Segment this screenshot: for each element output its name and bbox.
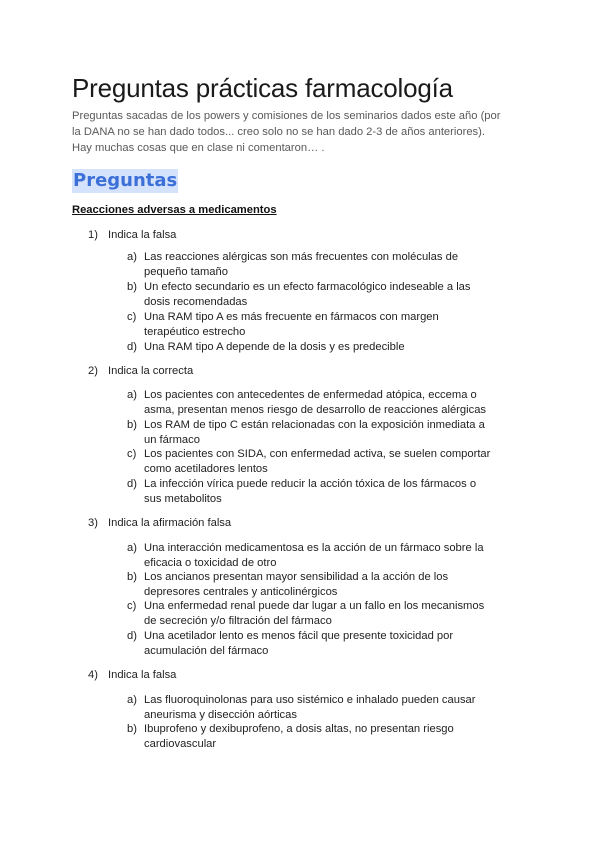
- option-text: Los ancianos presentan mayor sensibilidad a la acción de los depresores centrales y anticolinérgicos: [144, 571, 449, 598]
- option-text: La infección vírica puede reducir la acción tóxica de los fármacos o sus metabolitos: [144, 478, 477, 505]
- option-text: Una acetilador lento es menos fácil que presente toxicidad por acumulación del fármaco: [144, 630, 454, 657]
- option-letter: a): [127, 389, 137, 401]
- option-letter: b): [127, 571, 137, 583]
- option-letter: c): [127, 311, 137, 323]
- option-text: Los RAM de tipo C están relacionadas con la exposición inmediata a un fármaco: [144, 419, 485, 446]
- question-number: 3): [88, 517, 98, 529]
- question-text: Indica la correcta: [108, 365, 194, 377]
- option-letter: d): [127, 630, 137, 642]
- option-text: Las fluoroquinolonas para uso sistémico e inhalado pueden causar aneurisma y disección aórticas: [144, 694, 476, 721]
- option-letter: d): [127, 341, 137, 353]
- option-letter: b): [127, 419, 137, 431]
- question-number: 1): [88, 229, 98, 241]
- option-text: Una interacción medicamentosa es la acción de un fármaco sobre la eficacia o toxicidad de otro: [144, 542, 484, 569]
- option-letter: c): [127, 448, 137, 460]
- question-text: Indica la falsa: [108, 669, 177, 681]
- question-number: 2): [88, 365, 98, 377]
- subheading: Reacciones adversas a medicamentos: [72, 204, 277, 216]
- option-text: Una enfermedad renal puede dar lugar a un fallo en los mecanismos de secreción y/o filtración del fármaco: [144, 600, 485, 627]
- option-text: Los pacientes con antecedentes de enfermedad atópica, eccema o asma, presentan menos riesgo de desarrollo de reacciones alérgicas: [144, 389, 487, 416]
- intro-paragraph: Preguntas sacadas de los powers y comisiones de los seminarios dados este año (por la DANA no se han dado todos... creo solo no se han dado 2-3 de años anteriores). Hay muchas cosas que en clase ni comentaron… .: [72, 110, 501, 154]
- option-text: Ibuprofeno y dexibuprofeno, a dosis altas, no presentan riesgo cardiovascular: [144, 723, 454, 750]
- option-letter: b): [127, 281, 137, 293]
- question-number: 4): [88, 669, 98, 681]
- page-title: Preguntas prácticas farmacología: [72, 73, 453, 103]
- question-text: Indica la afirmación falsa: [108, 517, 232, 529]
- option-text: Los pacientes con SIDA, con enfermedad activa, se suelen comportar como acetiladores lentos: [144, 448, 491, 475]
- option-letter: a): [127, 542, 137, 554]
- section-heading: Preguntas: [73, 170, 178, 191]
- option-letter: b): [127, 723, 137, 735]
- option-text: Un efecto secundario es un efecto farmacológico indeseable a las dosis recomendadas: [144, 281, 471, 308]
- option-letter: a): [127, 694, 137, 706]
- option-text: Una RAM tipo A depende de la dosis y es predecible: [144, 341, 405, 353]
- option-letter: d): [127, 478, 137, 490]
- option-text: Las reacciones alérgicas son más frecuentes con moléculas de pequeño tamaño: [144, 251, 459, 278]
- question-text: Indica la falsa: [108, 229, 177, 241]
- option-letter: c): [127, 600, 137, 612]
- option-text: Una RAM tipo A es más frecuente en fármacos con margen terapéutico estrecho: [144, 311, 439, 338]
- option-letter: a): [127, 251, 137, 263]
